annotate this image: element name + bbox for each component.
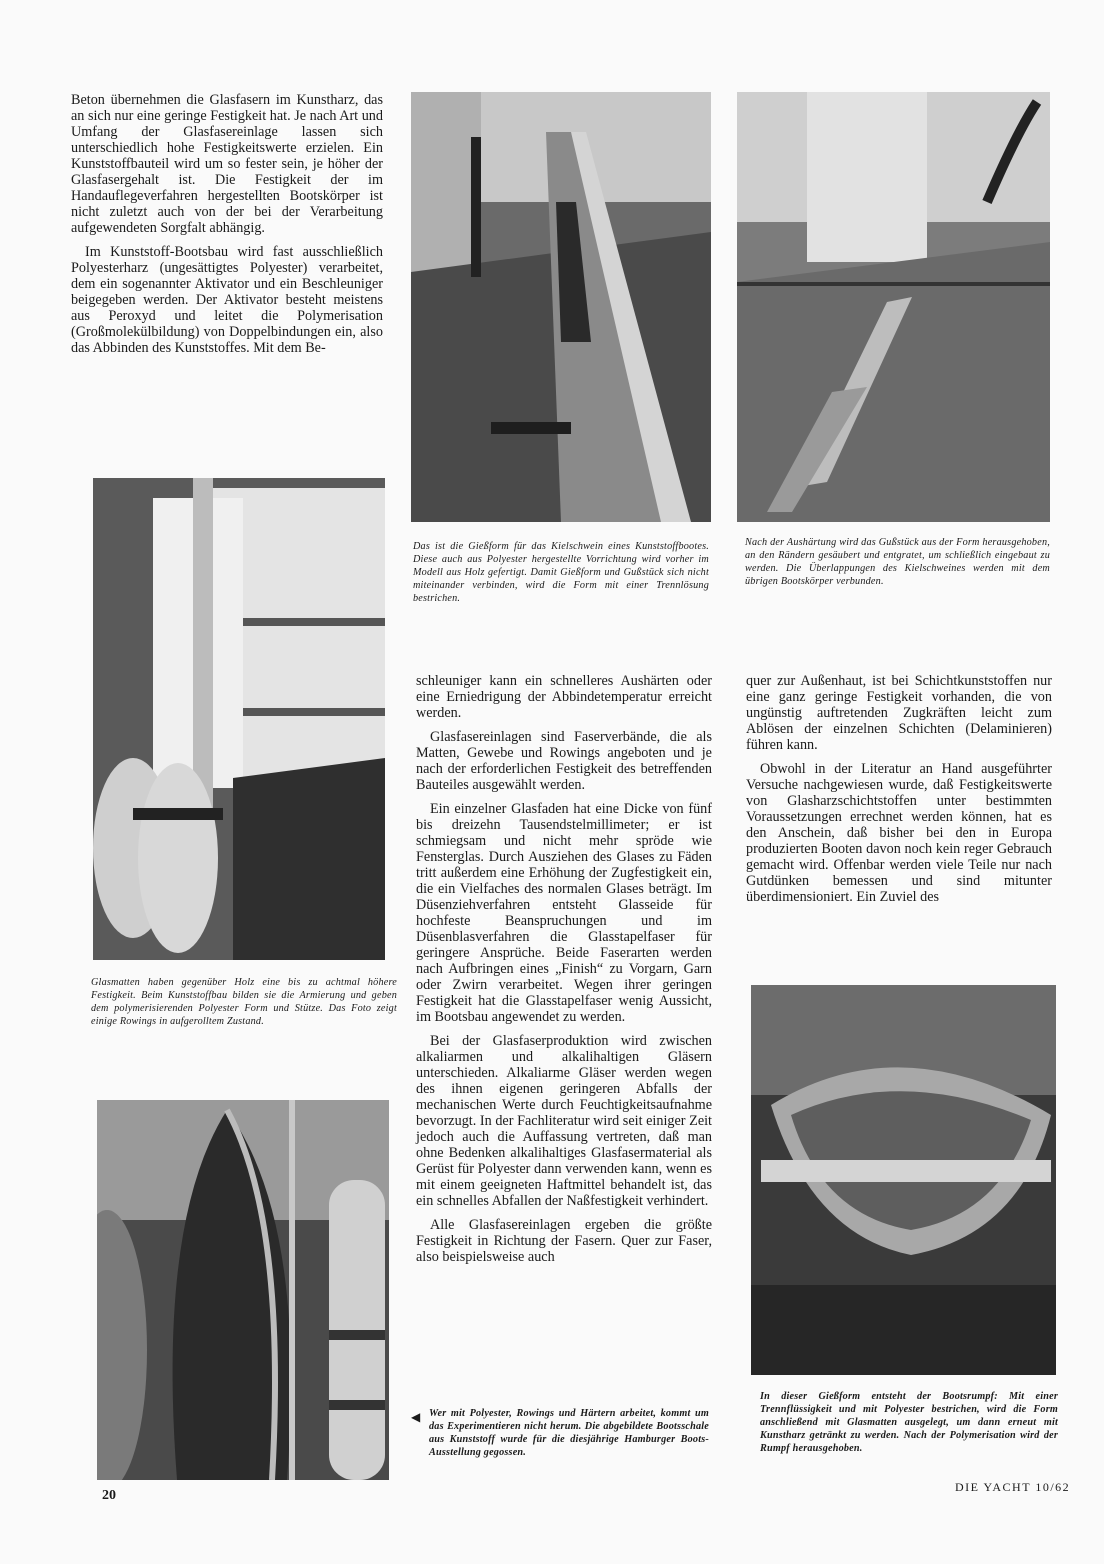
paragraph: Ein einzelner Glasfaden hat eine Dicke von fünf bis dreizehn Tausendstelmillimeter; er ist schmiegsam und nicht mehr spröde wie Fensterglas. Durch Ausziehen des Glases zu Fäden tritt außerdem eine Erhöhung der Zugfestigkeit ein, die ein Vielfaches des normalen Glases beträgt. Im Düsenziehverfahren entsteht Glasseide für hochfeste Beanspruchungen und im Düsenblasverfahren die Glasstapelfaser für geringere Ansprüche. Beide Faserarten werden nach Aufbringen eines „Finish“ zu Vorgarn, Garn oder Zwirn verarbeitet. Wegen ihrer geringen Festigkeit hat die Glasstapelfaser wenig Aussicht, im Bootsbau angewendet zu werden.: [416, 801, 712, 1025]
photo-boat-shell: [97, 1100, 389, 1480]
photo-hull-mold: [751, 985, 1056, 1375]
paragraph: Glasfasereinlagen sind Faserverbände, die als Matten, Gewebe und Rowings angeboten und je nach der erforderlichen Festigkeit des betreffenden Bauteiles ausgewählt werden.: [416, 729, 712, 793]
text-column-right: [746, 673, 1052, 913]
photo-keel-casting: [737, 92, 1050, 522]
page-number: 20: [102, 1488, 116, 1503]
paragraph: Alle Glasfasereinlagen ergeben die größte Festigkeit in Richtung der Fasern. Quer zur Faser, also beispielsweise auch: [416, 1217, 712, 1265]
photo-keel-mold: [411, 92, 711, 522]
footer-publication: DIE YACHT 10/62: [955, 1480, 1071, 1494]
caption-glass-mats: Glasmatten haben gegenüber Holz eine bis zu achtmal höhere Festigkeit. Beim Kunststoffbau bilden sie die Armierung und geben dem polymerisierenden Polyester Form und Stütze. Das Foto zeigt einige Rowings in aufgerolltem Zustand.: [91, 977, 397, 1027]
arrow-left-icon: ◀: [411, 1410, 421, 1424]
caption-hull-mold: In dieser Gießform entsteht der Bootsrumpf: Mit einer Trennflüssigkeit und mit Polyester bestrichen, wird die Form anschließend mit Glasmatten ausgelegt, um dann erneut mit Kunstharz getränkt zu werden. Nach der Polymerisation wird der Rumpf herausgehoben.: [760, 1391, 1058, 1454]
caption-boat-shell: Wer mit Polyester, Rowings und Härtern arbeitet, kommt um das Experimentieren nicht herum. Die abgebildete Bootsschale aus Kunststoff wurde für die diesjährige Hamburger Boots-Ausstellung gegossen.: [429, 1408, 709, 1458]
paragraph: Bei der Glasfaserproduktion wird zwischen alkaliarmen und alkalihaltigen Gläsern unterschieden. Alkaliarme Gläser werden wegen des ihnen eigenen geringeren Abfalls der mechanischen Werte durch Feuchtigkeitsaufnahme bevorzugt. In der Fachliteratur wird seit einiger Zeit jedoch auch die Auffassung vertreten, daß man ohne Bedenken alkalihaltiges Glasfasermaterial als Gerüst für Polyester dann verwenden kann, wenn es mit einem geeigneten Haftmittel behandelt ist, das ein schnelles Abfallen der Naßfestigkeit verhindert.: [416, 1033, 712, 1209]
text-column-left: [71, 92, 383, 364]
text-column-middle: [416, 673, 712, 1273]
caption-keel-mold: Das ist die Gießform für das Kielschwein eines Kunststoffbootes. Diese auch aus Polyester hergestellte Vorrichtung wird vorher im Modell aus Holz gefertigt. Damit Gießform und Gußstück sich nicht miteinander verbinden, wird die Form mit einer Trennlösung bestrichen.: [413, 541, 709, 604]
photo-glass-mats: [93, 478, 385, 960]
paragraph: Obwohl in der Literatur an Hand ausgeführter Versuche nachgewiesen wurde, daß Festigkeitswerte von Glasharzschichtstoffen unter bestimmten Voraussetzungen errechnet werden können, hat es den Anschein, daß bisher bei den in Europa produzierten Booten davon noch kein reger Gebrauch gemacht wird. Offenbar werden viele Teile nur nach Gutdünken bemessen und sind mitunter überdimensioniert. Ein Zuviel des: [746, 761, 1052, 905]
caption-keel-casting: Nach der Aushärtung wird das Gußstück aus der Form herausgehoben, an den Rändern gesäubert und entgratet, um schließlich eingebaut zu werden. Die Überlappungen des Kielschweines werden mit dem übrigen Bootskörper verbunden.: [745, 537, 1050, 587]
paragraph: Beton übernehmen die Glasfasern im Kunstharz, das an sich nur eine geringe Festigkeit hat. Je nach Art und Umfang der Glasfasereinlage lassen sich unterschiedlich hohe Festigkeitswerte erzielen. Ein Kunststoffbauteil wird um so fester sein, je höher der Glasfasergehalt ist. Die Festigkeit der im Handauflegeverfahren hergestellten Bootskörper ist nicht zuletzt auch von der bei der Verarbeitung aufgewendeten Sorgfalt abhängig.: [71, 92, 383, 236]
paragraph: Im Kunststoff-Bootsbau wird fast ausschließlich Polyesterharz (ungesättigtes Polyester) verarbeitet, dem ein sogenannter Aktivator und ein Beschleuniger beigegeben werden. Der Aktivator besteht meistens aus Peroxyd und leitet die Polymerisation (Großmolekülbildung) von Doppelbindungen ein, also das Abbinden des Kunststoffes. Mit dem Be-: [71, 244, 383, 356]
paragraph: quer zur Außenhaut, ist bei Schichtkunststoffen nur eine ganz geringe Festigkeit vorhanden, die von ungünstig auftretenden Zugkräften leicht zum Ablösen der einzelnen Schichten (Delaminieren) führen kann.: [746, 673, 1052, 753]
paragraph: schleuniger kann ein schnelleres Aushärten oder eine Erniedrigung der Abbindetemperatur erreicht werden.: [416, 673, 712, 721]
